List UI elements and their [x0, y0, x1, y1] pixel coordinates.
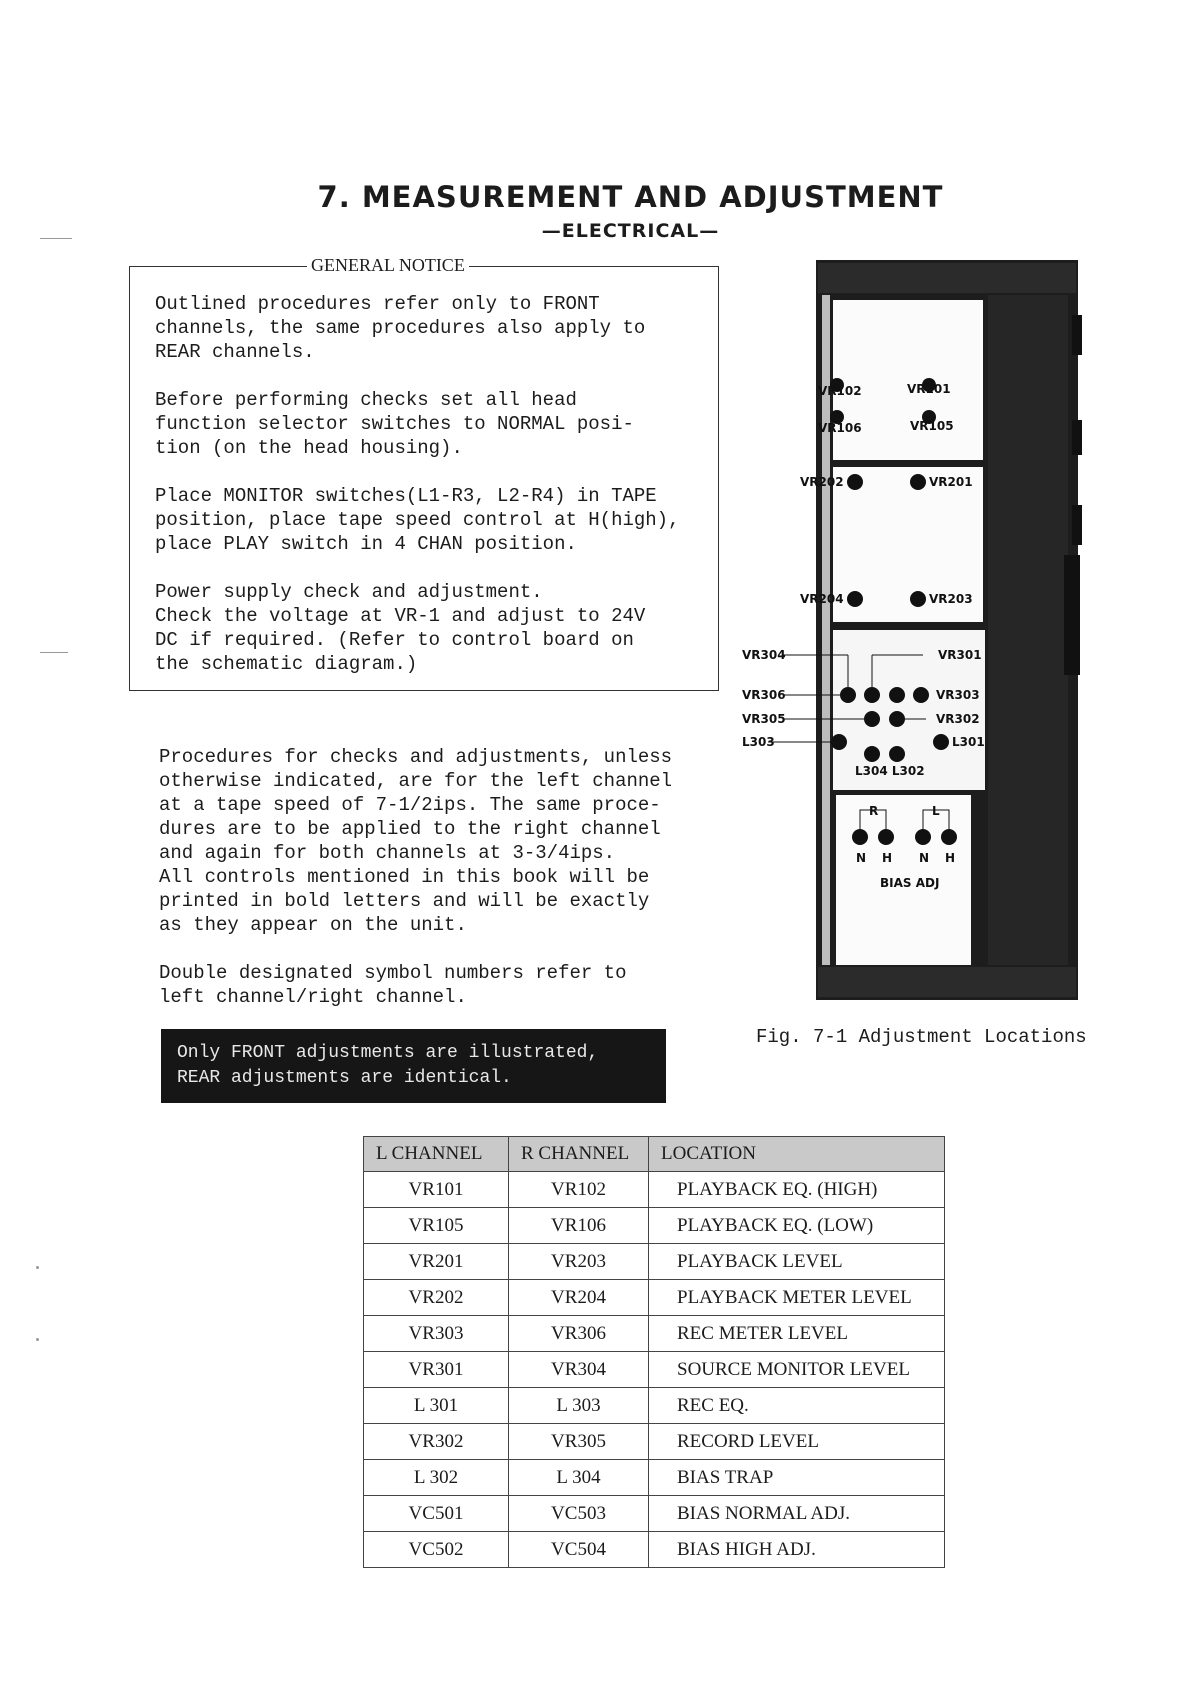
table-row: [364, 1388, 945, 1424]
cell-r-channel: VR102: [509, 1172, 649, 1208]
figure-caption: Fig. 7-1 Adjustment Locations: [756, 1026, 1087, 1048]
label-vr106: VR106: [818, 421, 862, 435]
adjustment-locations-photo: [738, 255, 1083, 1000]
cell-location: BIAS TRAP: [649, 1460, 945, 1496]
page-subtitle: —ELECTRICAL—: [541, 220, 720, 242]
cell-l-channel: VR201: [364, 1244, 509, 1280]
label-l: L: [932, 804, 940, 818]
label-vr102: VR102: [818, 384, 862, 398]
cell-location: REC EQ.: [649, 1388, 945, 1424]
cell-location: PLAYBACK LEVEL: [649, 1244, 945, 1280]
double-designated-paragraph: Double designated symbol numbers refer to left channel/right channel.: [159, 962, 627, 1008]
label-vr105: VR105: [910, 419, 954, 433]
label-vr201: VR201: [929, 475, 973, 489]
margin-mark: [40, 652, 68, 653]
cell-l-channel: VR301: [364, 1352, 509, 1388]
label-vr304: VR304: [742, 648, 786, 662]
table-row: [364, 1172, 945, 1208]
cell-r-channel: VR203: [509, 1244, 649, 1280]
label-h1: H: [882, 851, 893, 865]
page-title: 7. MEASUREMENT AND ADJUSTMENT: [317, 180, 944, 214]
cell-r-channel: VR204: [509, 1280, 649, 1316]
label-vr301: VR301: [938, 648, 982, 662]
label-vr303: VR303: [936, 688, 980, 702]
notice-paragraph-2: Before performing checks set all head function selector switches to NORMAL posi- tion (on the head housing).: [155, 389, 634, 459]
table-row: [364, 1532, 945, 1568]
column-header-r-channel: R CHANNEL: [509, 1137, 649, 1172]
label-n1: N: [856, 851, 867, 865]
label-vr203: VR203: [929, 592, 973, 606]
cell-location: RECORD LEVEL: [649, 1424, 945, 1460]
table-row: [364, 1352, 945, 1388]
cell-l-channel: VR302: [364, 1424, 509, 1460]
table-row: [364, 1280, 945, 1316]
notice-paragraph-3: Place MONITOR switches(L1-R3, L2-R4) in TAPE position, place tape speed control at H(high), place PLAY switch in 4 CHAN position.: [155, 485, 680, 555]
cell-r-channel: VR306: [509, 1316, 649, 1352]
cell-r-channel: L 303: [509, 1388, 649, 1424]
table-row: [364, 1496, 945, 1532]
cell-l-channel: VR303: [364, 1316, 509, 1352]
margin-mark: [36, 1266, 39, 1269]
table-row: [364, 1424, 945, 1460]
general-notice-legend: GENERAL NOTICE: [307, 255, 469, 276]
label-vr204: VR204: [800, 592, 844, 606]
table-row: [364, 1460, 945, 1496]
column-header-location: LOCATION: [649, 1137, 945, 1172]
cell-r-channel: VR304: [509, 1352, 649, 1388]
label-vr302: VR302: [936, 712, 980, 726]
label-h2: H: [945, 851, 956, 865]
cell-r-channel: VC504: [509, 1532, 649, 1568]
cell-location: BIAS HIGH ADJ.: [649, 1532, 945, 1568]
table-row: [364, 1208, 945, 1244]
cell-location: PLAYBACK EQ. (LOW): [649, 1208, 945, 1244]
label-l301: L301: [952, 735, 985, 749]
cell-location: SOURCE MONITOR LEVEL: [649, 1352, 945, 1388]
label-l303: L303: [742, 735, 775, 749]
adjustment-table: [363, 1136, 945, 1568]
label-r: R: [869, 804, 879, 818]
cell-location: REC METER LEVEL: [649, 1316, 945, 1352]
cell-l-channel: VC501: [364, 1496, 509, 1532]
label-l304-l302: L304 L302: [855, 764, 925, 778]
table-row: [364, 1316, 945, 1352]
cell-r-channel: L 304: [509, 1460, 649, 1496]
cell-location: PLAYBACK METER LEVEL: [649, 1280, 945, 1316]
label-vr101: VR101: [907, 382, 951, 396]
cell-l-channel: L 302: [364, 1460, 509, 1496]
label-bias-adj: BIAS ADJ: [880, 876, 940, 890]
label-n2: N: [919, 851, 930, 865]
rear-adjustments-banner: Only FRONT adjustments are illustrated, REAR adjustments are identical.: [161, 1029, 666, 1103]
label-vr202: VR202: [800, 475, 844, 489]
procedures-paragraph: Procedures for checks and adjustments, unless otherwise indicated, are for the left channel at a tape speed of 7-1/2ips. The same proce- dures are to be applied to the right channel and again for both channels at 3-3/4ips. All controls mentioned in this book will be printed in bold letters and will be exactly as they appear on the unit.: [159, 746, 673, 936]
cell-l-channel: VR105: [364, 1208, 509, 1244]
notice-paragraph-1: Outlined procedures refer only to FRONT channels, the same procedures also apply to REAR channels.: [155, 293, 646, 363]
cell-l-channel: VR202: [364, 1280, 509, 1316]
margin-mark: [36, 1338, 39, 1341]
column-header-l-channel: L CHANNEL: [364, 1137, 509, 1172]
label-vr306: VR306: [742, 688, 786, 702]
cell-location: BIAS NORMAL ADJ.: [649, 1496, 945, 1532]
cell-r-channel: VR305: [509, 1424, 649, 1460]
cell-r-channel: VR106: [509, 1208, 649, 1244]
cell-r-channel: VC503: [509, 1496, 649, 1532]
cell-l-channel: L 301: [364, 1388, 509, 1424]
notice-paragraph-4: Power supply check and adjustment. Check the voltage at VR-1 and adjust to 24V DC if required. (Refer to control board on the schematic diagram.): [155, 581, 646, 675]
table-row: [364, 1244, 945, 1280]
margin-mark: [40, 238, 72, 239]
cell-l-channel: VC502: [364, 1532, 509, 1568]
label-vr305: VR305: [742, 712, 786, 726]
table-header-row: [364, 1137, 945, 1172]
cell-location: PLAYBACK EQ. (HIGH): [649, 1172, 945, 1208]
cell-l-channel: VR101: [364, 1172, 509, 1208]
